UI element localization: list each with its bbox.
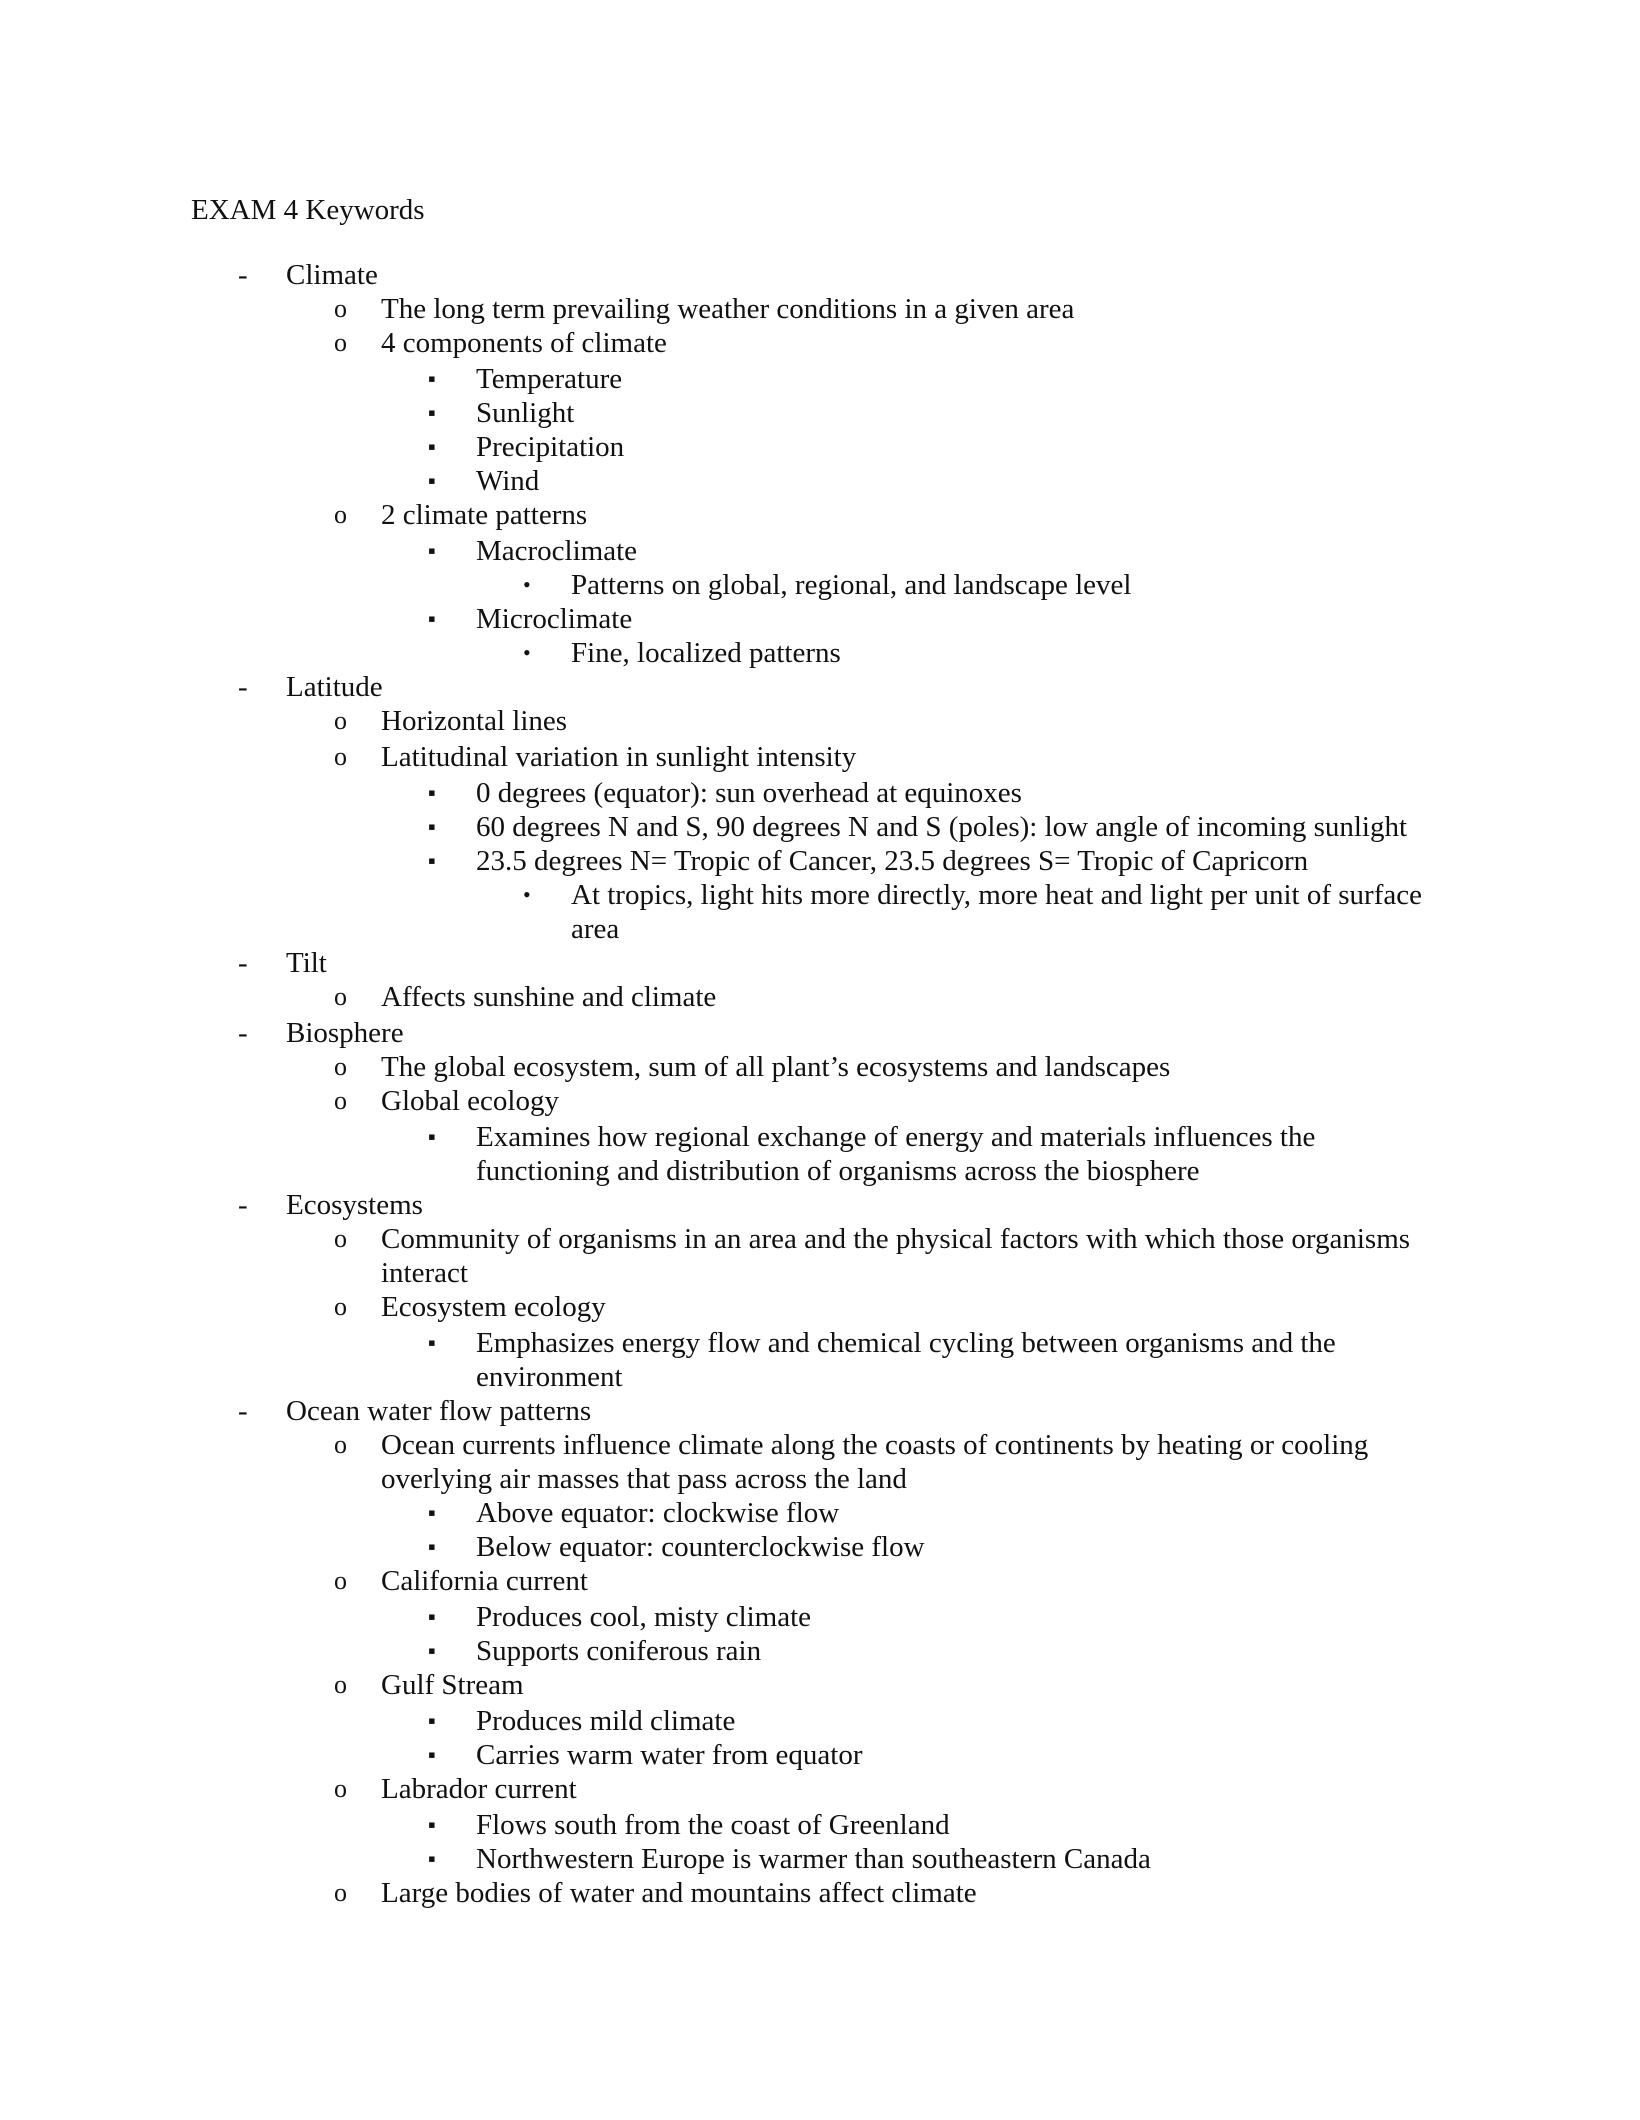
labrador-current: Labrador current xyxy=(381,1773,577,1805)
circle-bullet: o xyxy=(334,1086,347,1115)
keyword-outline xyxy=(0,258,1640,1912)
gulf-subitem: Produces mild climate xyxy=(476,1705,736,1737)
outline-subitem xyxy=(0,1564,1640,1600)
outline-subsubitem xyxy=(0,1634,1640,1668)
heading-tilt: Tilt xyxy=(286,947,327,979)
square-bullet: ▪ xyxy=(428,1604,436,1629)
round-bullet: • xyxy=(523,572,531,597)
outline-detail-continuation xyxy=(0,912,1640,946)
circle-bullet: o xyxy=(334,1670,347,1699)
heading-biosphere: Biosphere xyxy=(286,1017,404,1049)
ecosystem-ecology-line1: Emphasizes energy flow and chemical cycling between organisms and the xyxy=(476,1327,1336,1359)
circle-bullet: o xyxy=(334,1430,347,1459)
ecosystems-item-line1: Community of organisms in an area and the physical factors with which those organisms xyxy=(381,1223,1411,1255)
microclimate-label: Microclimate xyxy=(476,603,633,635)
circle-bullet: o xyxy=(334,1224,347,1253)
ecosystems-item: Ecosystem ecology xyxy=(381,1291,606,1323)
labrador-subitem: Flows south from the coast of Greenland xyxy=(476,1809,950,1841)
circle-bullet: o xyxy=(334,1878,347,1907)
latitude-subitem: 23.5 degrees N= Tropic of Cancer, 23.5 degrees S= Tropic of Capricorn xyxy=(476,845,1309,877)
circle-bullet: o xyxy=(334,1052,347,1081)
outline-subsubitem xyxy=(0,362,1640,396)
square-bullet: ▪ xyxy=(428,1638,436,1663)
outline-subitem xyxy=(0,1876,1640,1912)
outline-detail xyxy=(0,568,1640,602)
microclimate-detail: Fine, localized patterns xyxy=(571,637,841,669)
square-bullet: ▪ xyxy=(428,434,436,459)
outline-subsubitem-continuation xyxy=(0,1360,1640,1394)
tropics-detail-line1: At tropics, light hits more directly, more heat and light per unit of surface xyxy=(571,879,1422,911)
outline-subitem xyxy=(0,326,1640,362)
component-item: Temperature xyxy=(476,363,623,395)
ocean-final-item: Large bodies of water and mountains affect climate xyxy=(381,1877,977,1909)
dash-bullet: - xyxy=(238,1395,248,1427)
climate-patterns-label: 2 climate patterns xyxy=(381,499,588,531)
square-bullet: ▪ xyxy=(428,538,436,563)
outline-subsubitem xyxy=(0,844,1640,878)
dash-bullet: - xyxy=(238,259,248,291)
circle-bullet: o xyxy=(334,1292,347,1321)
outline-subitem xyxy=(0,1222,1640,1256)
outline-subitem xyxy=(0,1050,1640,1084)
outline-subsubitem xyxy=(0,1496,1640,1530)
latitude-subitem: 0 degrees (equator): sun overhead at equinoxes xyxy=(476,777,1022,809)
tropics-detail-line2: area xyxy=(571,913,620,945)
california-current: California current xyxy=(381,1565,588,1597)
circle-bullet: o xyxy=(334,1566,347,1595)
square-bullet: ▪ xyxy=(428,1812,436,1837)
ecosystem-ecology-line2: environment xyxy=(476,1361,623,1393)
component-item: Wind xyxy=(476,465,540,497)
outline-subitem xyxy=(0,740,1640,776)
heading-ecosystems: Ecosystems xyxy=(286,1189,423,1221)
square-bullet: ▪ xyxy=(428,366,436,391)
outline-subsubitem xyxy=(0,1704,1640,1738)
dash-bullet: - xyxy=(238,1017,248,1049)
outline-subsubitem xyxy=(0,1530,1640,1564)
outline-subitem xyxy=(0,1428,1640,1462)
heading-climate: Climate xyxy=(286,259,378,291)
outline-subsubitem xyxy=(0,1842,1640,1876)
square-bullet: ▪ xyxy=(428,1846,436,1871)
square-bullet: ▪ xyxy=(428,814,436,839)
square-bullet: ▪ xyxy=(428,1708,436,1733)
outline-subitem xyxy=(0,704,1640,740)
ecosystems-item-line2: interact xyxy=(381,1257,468,1289)
dash-bullet: - xyxy=(238,1189,248,1221)
square-bullet: ▪ xyxy=(428,400,436,425)
gulf-subitem: Carries warm water from equator xyxy=(476,1739,863,1771)
outline-subitem xyxy=(0,980,1640,1016)
outline-subsubitem xyxy=(0,1808,1640,1842)
global-ecology-line2: functioning and distribution of organisms across the biosphere xyxy=(476,1155,1200,1187)
global-ecology-line1: Examines how regional exchange of energy and materials influences the xyxy=(476,1121,1316,1153)
square-bullet: ▪ xyxy=(428,780,436,805)
circle-bullet: o xyxy=(334,294,347,323)
macroclimate-label: Macroclimate xyxy=(476,535,638,567)
circle-bullet: o xyxy=(334,706,347,735)
labrador-subitem: Northwestern Europe is warmer than southeastern Canada xyxy=(476,1843,1151,1875)
dash-bullet: - xyxy=(238,671,248,703)
circle-bullet: o xyxy=(334,982,347,1011)
ocean-item-line2: overlying air masses that pass across the land xyxy=(381,1463,907,1495)
climate-components-label: 4 components of climate xyxy=(381,327,667,359)
outline-item-tilt xyxy=(0,946,1640,980)
outline-subsubitem xyxy=(0,1326,1640,1360)
outline-item-ecosystems xyxy=(0,1188,1640,1222)
california-subitem: Supports coniferous rain xyxy=(476,1635,762,1667)
tilt-item: Affects sunshine and climate xyxy=(381,981,717,1013)
outline-subitem xyxy=(0,292,1640,326)
square-bullet: ▪ xyxy=(428,1330,436,1355)
outline-subitem xyxy=(0,498,1640,534)
outline-subsubitem xyxy=(0,1120,1640,1154)
latitude-item: Horizontal lines xyxy=(381,705,568,737)
circle-bullet: o xyxy=(334,500,347,529)
outline-subsubitem xyxy=(0,396,1640,430)
outline-subsubitem xyxy=(0,810,1640,844)
outline-item-biosphere xyxy=(0,1016,1640,1050)
document-title: EXAM 4 Keywords xyxy=(191,194,425,226)
outline-subsubitem-continuation xyxy=(0,1154,1640,1188)
round-bullet: • xyxy=(523,640,531,665)
outline-subsubitem xyxy=(0,464,1640,498)
component-item: Precipitation xyxy=(476,431,625,463)
circle-bullet: o xyxy=(334,1774,347,1803)
square-bullet: ▪ xyxy=(428,468,436,493)
square-bullet: ▪ xyxy=(428,1534,436,1559)
outline-item-climate xyxy=(0,258,1640,292)
square-bullet: ▪ xyxy=(428,848,436,873)
dash-bullet: - xyxy=(238,947,248,979)
outline-item-latitude xyxy=(0,670,1640,704)
square-bullet: ▪ xyxy=(428,606,436,631)
gulf-stream: Gulf Stream xyxy=(381,1669,524,1701)
outline-subsubitem xyxy=(0,534,1640,568)
outline-subitem xyxy=(0,1084,1640,1120)
climate-definition: The long term prevailing weather conditions in a given area xyxy=(381,293,1075,325)
ocean-subitem: Above equator: clockwise flow xyxy=(476,1497,840,1529)
heading-ocean: Ocean water flow patterns xyxy=(286,1395,592,1427)
outline-subsubitem xyxy=(0,776,1640,810)
outline-subsubitem xyxy=(0,1600,1640,1634)
outline-subitem xyxy=(0,1290,1640,1326)
square-bullet: ▪ xyxy=(428,1500,436,1525)
biosphere-item: Global ecology xyxy=(381,1085,559,1117)
outline-subsubitem xyxy=(0,1738,1640,1772)
outline-detail xyxy=(0,878,1640,912)
outline-subitem-continuation xyxy=(0,1462,1640,1496)
california-subitem: Produces cool, misty climate xyxy=(476,1601,812,1633)
round-bullet: • xyxy=(523,882,531,907)
heading-latitude: Latitude xyxy=(286,671,383,703)
outline-subsubitem xyxy=(0,430,1640,464)
outline-subsubitem xyxy=(0,602,1640,636)
square-bullet: ▪ xyxy=(428,1124,436,1149)
latitude-subitem: 60 degrees N and S, 90 degrees N and S (poles): low angle of incoming sunlight xyxy=(476,811,1408,843)
biosphere-item: The global ecosystem, sum of all plant’s ecosystems and landscapes xyxy=(381,1051,1171,1083)
outline-item-ocean xyxy=(0,1394,1640,1428)
square-bullet: ▪ xyxy=(428,1742,436,1767)
circle-bullet: o xyxy=(334,742,347,771)
outline-subitem xyxy=(0,1772,1640,1808)
component-item: Sunlight xyxy=(476,397,575,429)
ocean-item-line1: Ocean currents influence climate along the coasts of continents by heating or cooling xyxy=(381,1429,1369,1461)
latitude-item: Latitudinal variation in sunlight intensity xyxy=(381,741,857,773)
ocean-subitem: Below equator: counterclockwise flow xyxy=(476,1531,925,1563)
outline-subitem-continuation xyxy=(0,1256,1640,1290)
circle-bullet: o xyxy=(334,328,347,357)
macroclimate-detail: Patterns on global, regional, and landscape level xyxy=(571,569,1132,601)
outline-subitem xyxy=(0,1668,1640,1704)
outline-detail xyxy=(0,636,1640,670)
